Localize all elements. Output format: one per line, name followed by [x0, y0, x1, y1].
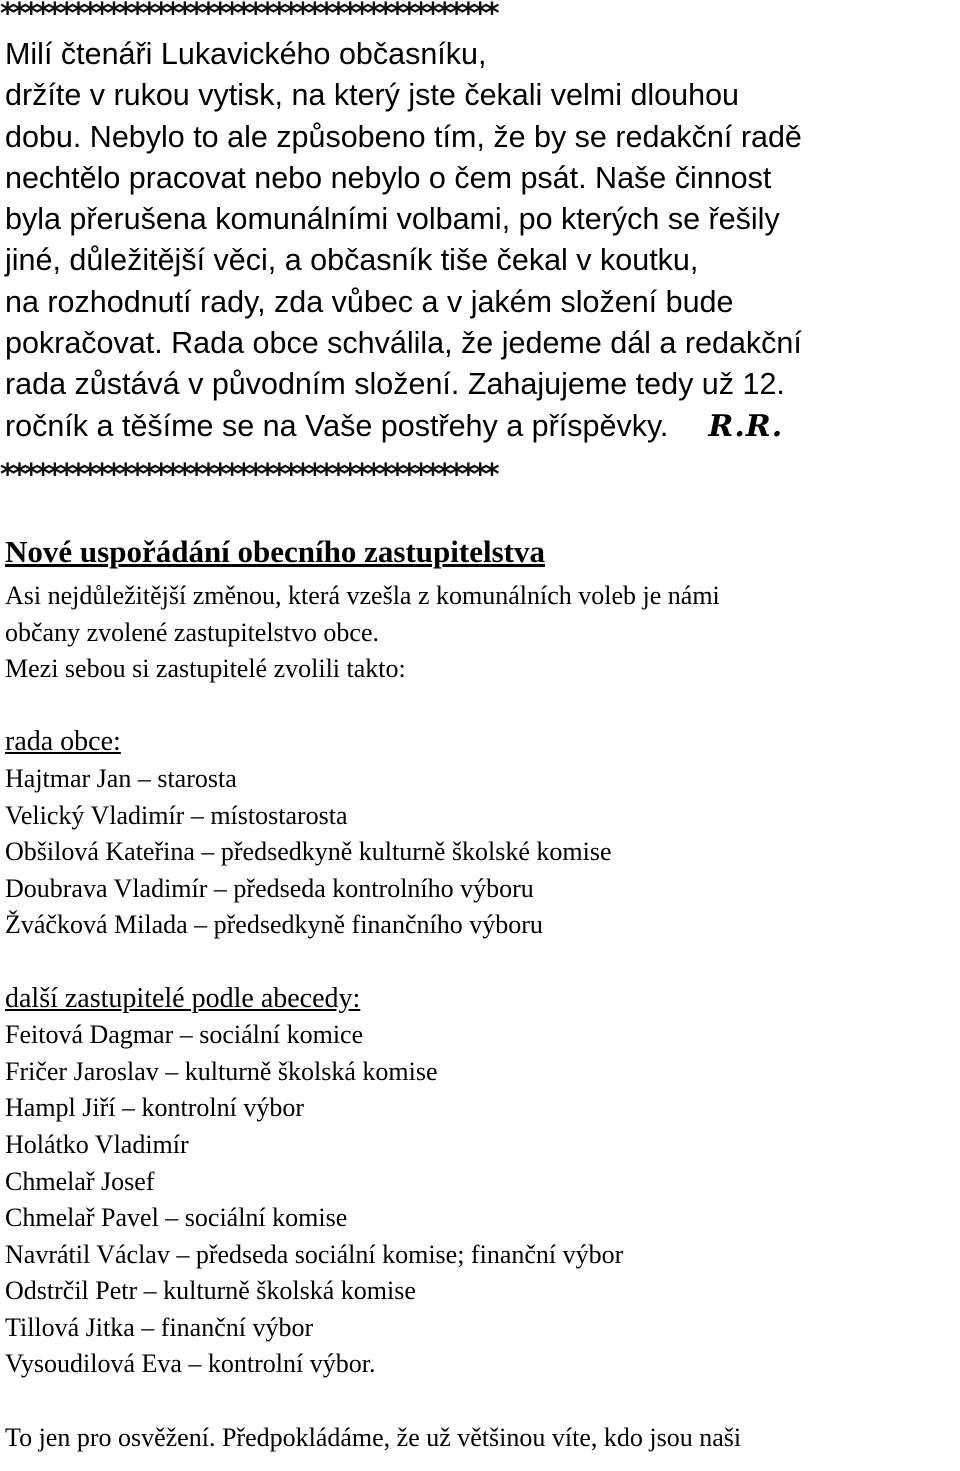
intro-line: dobu. Nebylo to ale způsobeno tím, že by se redakční radě: [5, 119, 802, 154]
intro-line-last: [5, 406, 960, 447]
list-item: Hajtmar Jan – starosta: [5, 763, 237, 793]
article-heading: Nové uspořádání obecního zastupitelstva: [5, 534, 545, 569]
editor-signature: R.R.: [708, 408, 784, 444]
list-item: Fričer Jaroslav – kulturně školská komise: [5, 1056, 438, 1086]
list-item: Holátko Vladimír: [5, 1129, 189, 1159]
star-divider-top: ******************************************: [0, 0, 497, 30]
intro-line: Milí čtenáři Lukavického občasníku,: [5, 37, 487, 71]
list-item: Chmelař Josef: [5, 1166, 155, 1196]
lead-line: občany zvolené zastupitelstvo obce.: [5, 617, 379, 647]
intro-line: jiné, důležitější věci, a občasník tiše čekal v koutku,: [5, 243, 699, 278]
others-title: další zastupitelé podle abecedy:: [5, 982, 361, 1014]
intro-line: nechtělo pracovat nebo nebylo o čem psát. Naše činnost: [5, 160, 772, 195]
council-title: rada obce:: [5, 726, 121, 758]
intro-line: byla přerušena komunálními volbami, po kterých se řešily: [5, 202, 780, 237]
list-item: Velický Vladimír – místostarosta: [5, 800, 348, 830]
list-item: Hampl Jiří – kontrolní výbor: [5, 1093, 304, 1123]
intro-line: rada zůstává v původním složení. Zahajujeme tedy už 12.: [5, 367, 785, 402]
council-list: [5, 761, 955, 944]
editorial-intro: [5, 34, 960, 447]
intro-line: držíte v rukou vytisk, na který jste čekali velmi dlouhou: [5, 78, 739, 113]
spacer: [5, 688, 955, 725]
spacer: [5, 1383, 955, 1420]
list-item: Navrátil Václav – předseda sociální komise; finanční výbor: [5, 1239, 624, 1269]
intro-line: na rozhodnutí rady, zda vůbec a v jakém složení bude: [5, 284, 734, 319]
list-item: Doubrava Vladimír – předseda kontrolního výboru: [5, 873, 534, 903]
closing-line: To jen pro osvěžení. Předpokládáme, že už většinou víte, kdo jsou naši: [5, 1422, 742, 1452]
list-item: Odstrčil Petr – kulturně školská komise: [5, 1276, 416, 1306]
list-item: Vysoudilová Eva – kontrolní výbor.: [5, 1349, 376, 1379]
list-item: Žváčková Milada – předsedkyně finančního výboru: [5, 910, 543, 940]
list-item: Obšilová Kateřina – předsedkyně kulturně školské komise: [5, 837, 612, 867]
lead-intro: Mezi sebou si zastupitelé zvolili takto:: [5, 654, 406, 684]
lead-line: Asi nejdůležitější změnou, která vzešla z komunálních voleb je námi: [5, 581, 720, 610]
intro-line: ročník a těšíme se na Vaše postřehy a příspěvky.: [5, 408, 669, 443]
intro-line: pokračovat. Rada obce schválila, že jedeme dál a redakční: [5, 326, 802, 361]
spacer: [5, 944, 955, 981]
list-item: Chmelař Pavel – sociální komise: [5, 1203, 348, 1233]
article-body: [5, 578, 955, 1456]
list-item: Tillová Jitka – finanční výbor: [5, 1312, 314, 1342]
star-divider-middle: ******************************************: [0, 457, 497, 491]
others-list: [5, 1017, 955, 1383]
list-item: Feitová Dagmar – sociální komice: [5, 1020, 364, 1050]
